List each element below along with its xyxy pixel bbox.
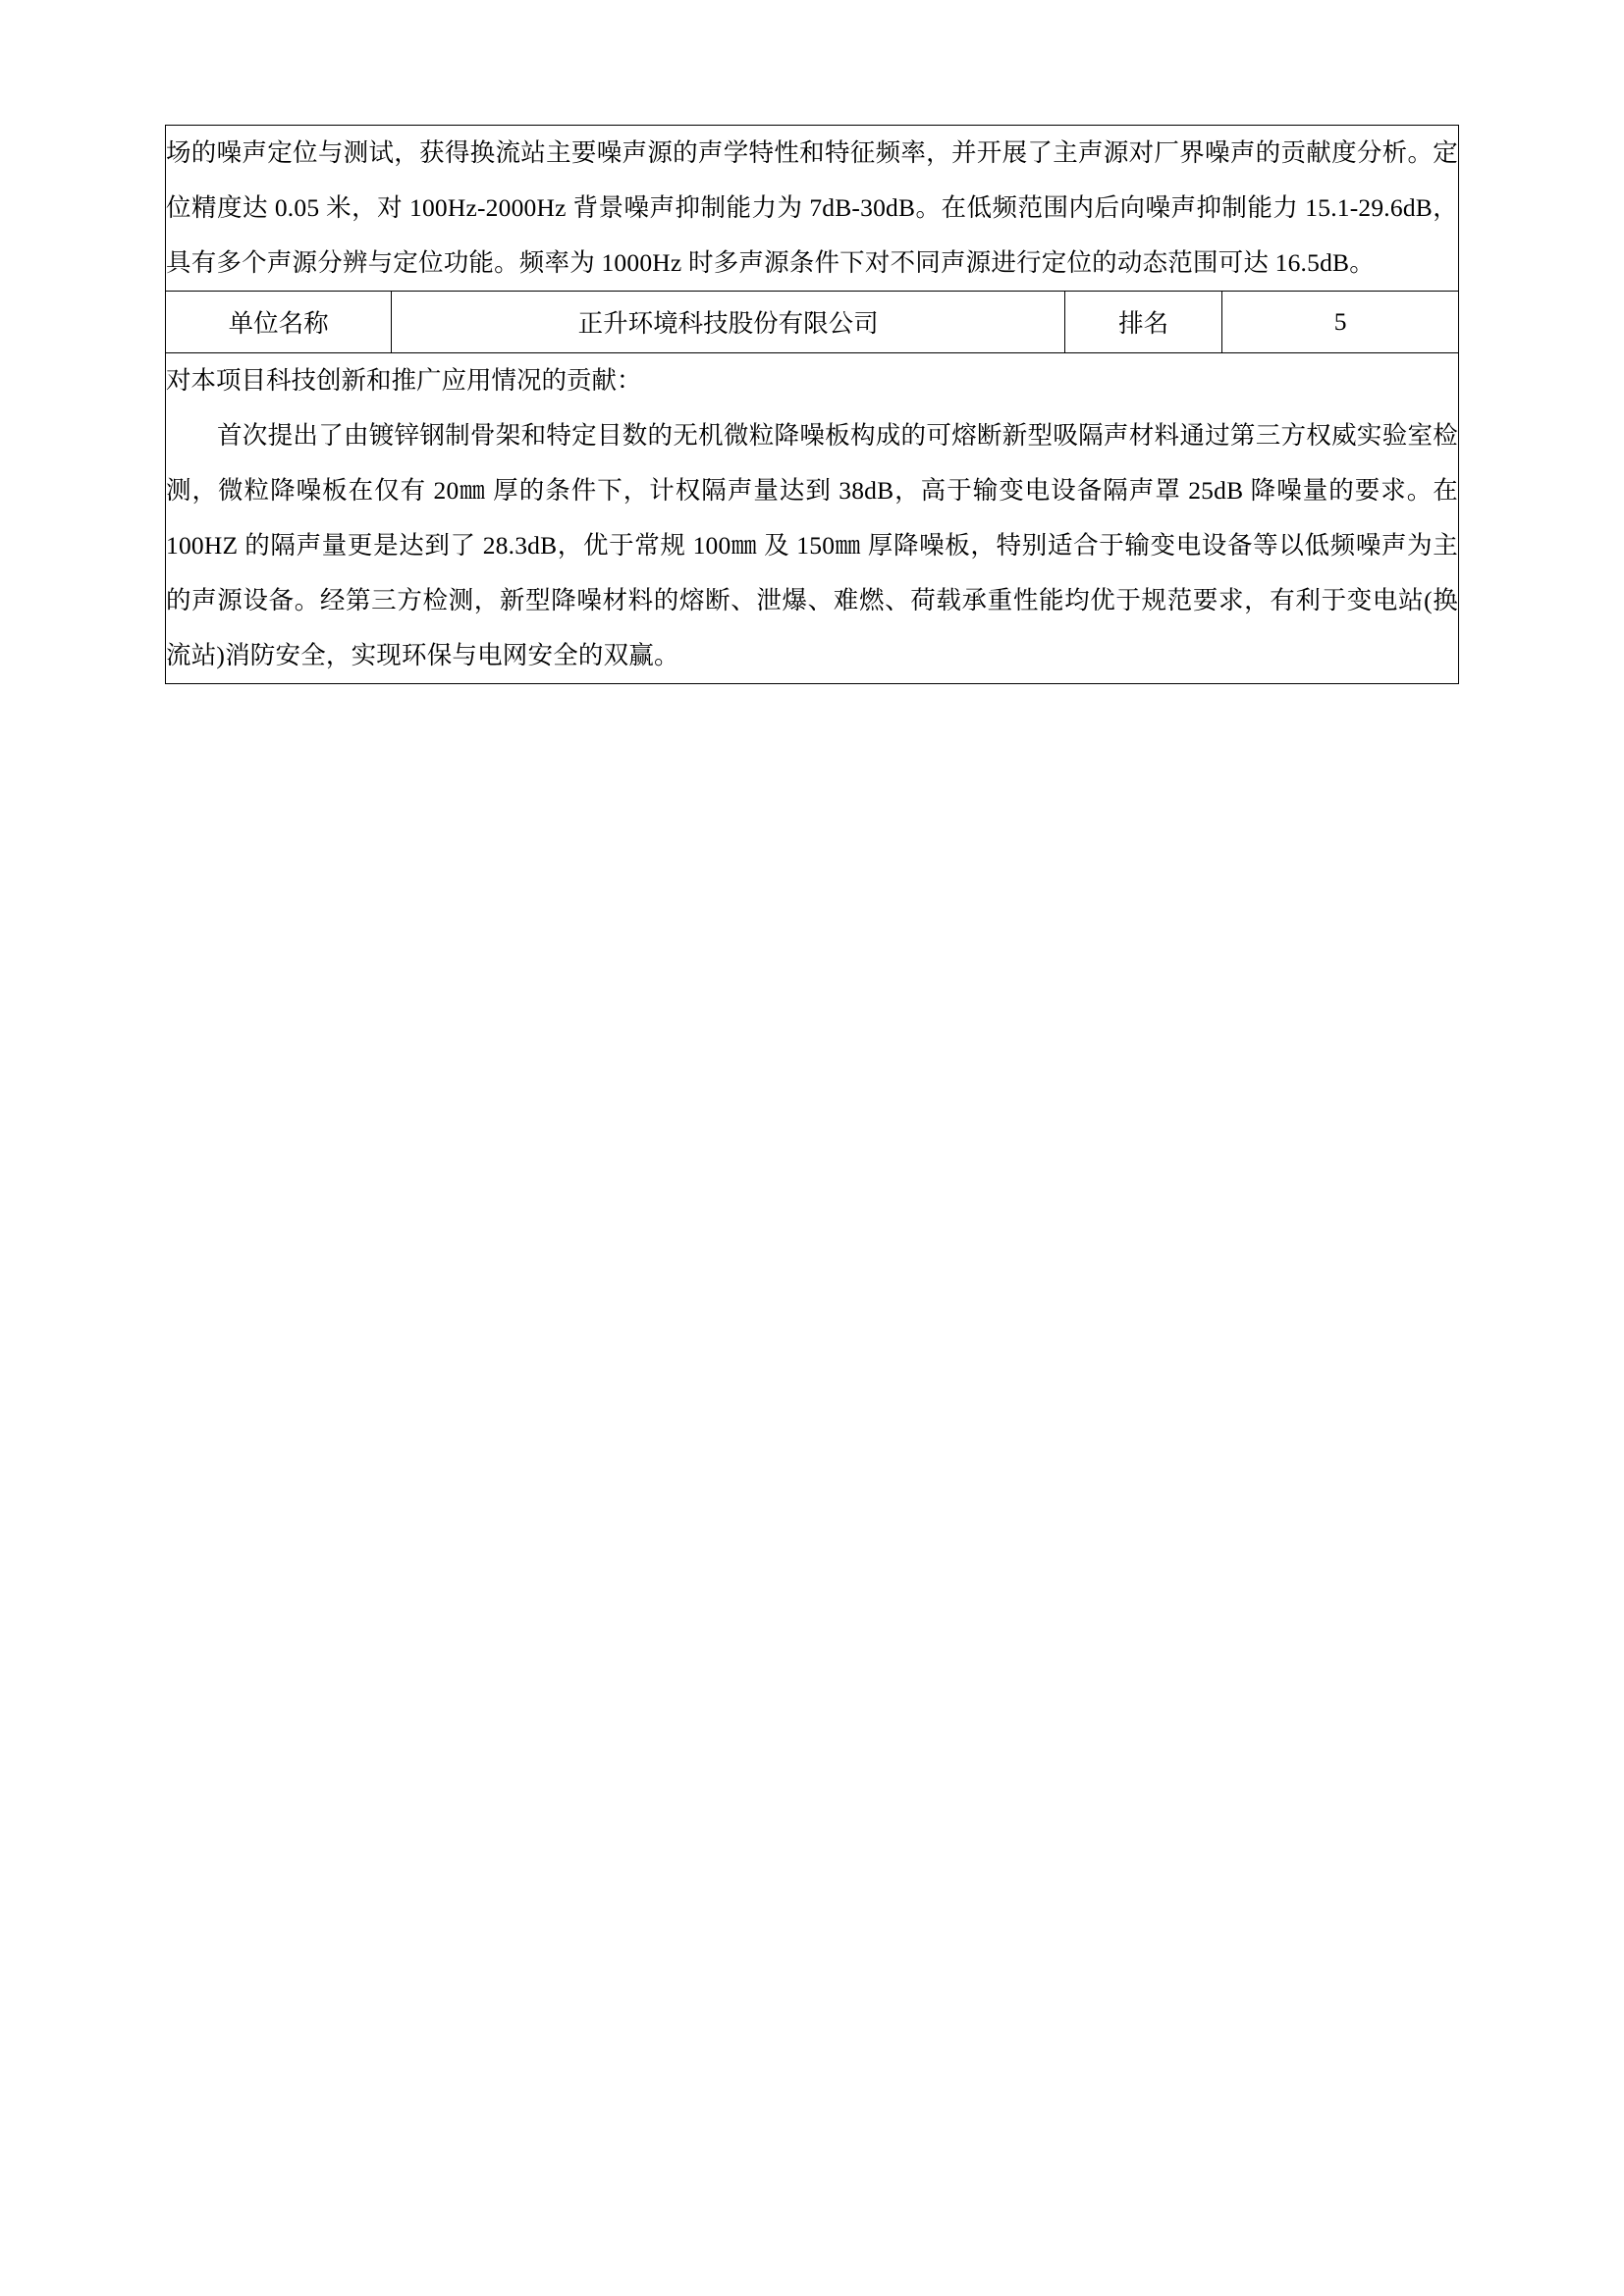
table-row-unit-info	[166, 292, 1459, 353]
unit-name-value: 正升环境科技股份有限公司	[392, 292, 1065, 353]
unit-name-label: 单位名称	[166, 292, 392, 353]
table-row-contribution	[166, 353, 1459, 684]
contribution-body-text: 首次提出了由镀锌钢制骨架和特定目数的无机微粒降噪板构成的可熔断新型吸隔声材料通过第三方权威实验室检测，微粒降噪板在仅有 20㎜ 厚的条件下，计权隔声量达到 38dB，高于输变电设备隔声罩 25dB 降噪量的要求。在 100HZ 的隔声量更是达到了 28.3dB，优于常规 100㎜ 及 150㎜ 厚降噪板，特别适合于输变电设备等以低频噪声为主的声源设备。经第三方检测，新型降噪材料的熔断、泄爆、难燃、荷载承重性能均优于规范要求，有利于变电站(换流站)消防安全，实现环保与电网安全的双赢。	[166, 421, 1458, 669]
contribution-heading: 对本项目科技创新和推广应用情况的贡献：	[166, 366, 642, 395]
top-paragraph-text: 场的噪声定位与测试，获得换流站主要噪声源的声学特性和特征频率，并开展了主声源对厂界噪声的贡献度分析。定位精度达 0.05 米，对 100Hz-2000Hz 背景噪声抑制能力为 7dB-30dB。在低频范围内后向噪声抑制能力 15.1-29.6dB，具有多个声源分辨与定位功能。频率为 1000Hz 时多声源条件下对不同声源进行定位的动态范围可达 16.5dB。	[166, 138, 1458, 277]
rank-value: 5	[1222, 292, 1459, 353]
contribution-cell	[166, 353, 1459, 684]
rank-label: 排名	[1064, 292, 1221, 353]
table-row-top-paragraph	[166, 126, 1459, 292]
achievement-table	[165, 125, 1459, 684]
top-paragraph-cell	[166, 126, 1459, 292]
